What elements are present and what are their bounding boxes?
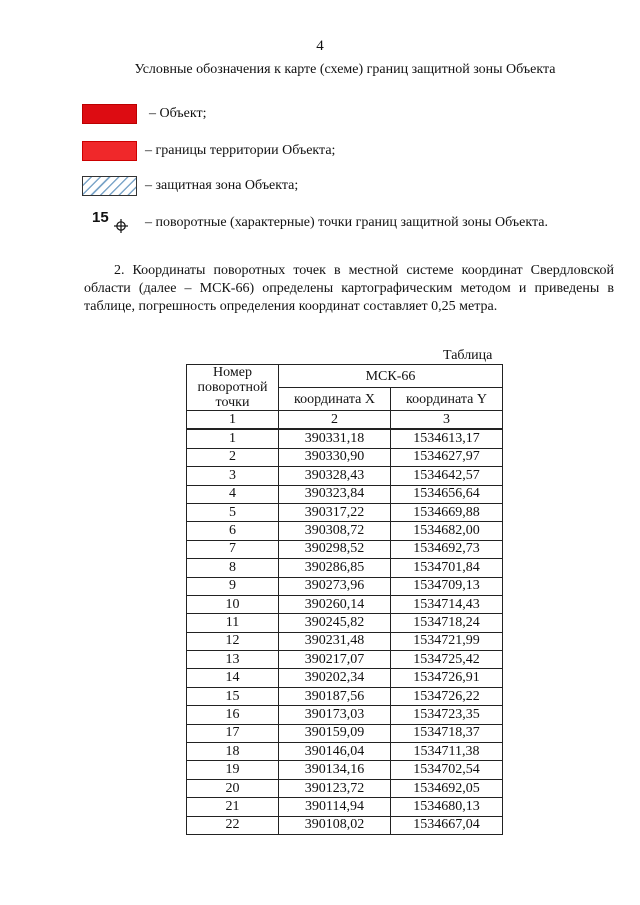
coordinates-paragraph: 2. Координаты поворотных точек в местной системе координат Свердловской области (далее – МСК-66) определены картографическим методом и приведены в таблице, погрешность определения координат составляет 0,25 метра. <box>84 263 614 314</box>
crosshair-icon <box>114 219 128 233</box>
cell-coordinate-y: 1534692,73 <box>391 540 503 558</box>
cell-coordinate-x: 390245,82 <box>279 614 391 632</box>
cell-point-number: 6 <box>187 522 279 540</box>
hatched-zone-swatch <box>82 176 137 196</box>
legend-item-protective-zone <box>82 175 298 197</box>
cell-coordinate-y: 1534613,17 <box>391 429 503 448</box>
cell-coordinate-x: 390123,72 <box>279 779 391 797</box>
cell-coordinate-y: 1534718,37 <box>391 724 503 742</box>
cell-coordinate-y: 1534667,04 <box>391 816 503 834</box>
cell-point-number: 1 <box>187 429 279 448</box>
cell-coordinate-x: 390108,02 <box>279 816 391 834</box>
cell-coordinate-x: 390286,85 <box>279 559 391 577</box>
column-number: 1 <box>187 411 279 430</box>
legend-item-object <box>82 103 206 125</box>
cell-coordinate-y: 1534726,22 <box>391 687 503 705</box>
cell-coordinate-y: 1534642,57 <box>391 467 503 485</box>
cell-coordinate-y: 1534726,91 <box>391 669 503 687</box>
header-coordinate-y: координата Y <box>391 388 503 411</box>
cell-coordinate-x: 390330,90 <box>279 448 391 466</box>
table-row <box>187 522 503 540</box>
table-row <box>187 485 503 503</box>
table-row <box>187 540 503 558</box>
cell-coordinate-x: 390173,03 <box>279 706 391 724</box>
cell-coordinate-x: 390317,22 <box>279 503 391 521</box>
cell-coordinate-x: 390331,18 <box>279 429 391 448</box>
cell-point-number: 18 <box>187 743 279 761</box>
cell-coordinate-y: 1534714,43 <box>391 595 503 613</box>
table-row <box>187 669 503 687</box>
table-row <box>187 687 503 705</box>
page-number: 4 <box>316 38 324 54</box>
table-row <box>187 577 503 595</box>
cell-point-number: 3 <box>187 467 279 485</box>
table-row <box>187 503 503 521</box>
cell-point-number: 7 <box>187 540 279 558</box>
cell-point-number: 12 <box>187 632 279 650</box>
cell-coordinate-x: 390323,84 <box>279 485 391 503</box>
cell-coordinate-x: 390202,34 <box>279 669 391 687</box>
table-row <box>187 614 503 632</box>
table-row <box>187 467 503 485</box>
cell-point-number: 13 <box>187 651 279 669</box>
table-row <box>187 724 503 742</box>
cell-coordinate-y: 1534723,35 <box>391 706 503 724</box>
cell-point-number: 21 <box>187 798 279 816</box>
header-coordinate-x: координата X <box>279 388 391 411</box>
cell-point-number: 19 <box>187 761 279 779</box>
table-row <box>187 448 503 466</box>
cell-point-number: 11 <box>187 614 279 632</box>
table-row <box>187 798 503 816</box>
cell-point-number: 4 <box>187 485 279 503</box>
cell-coordinate-x: 390308,72 <box>279 522 391 540</box>
point-number-label: 15 <box>92 209 109 226</box>
object-swatch <box>82 104 137 124</box>
legend-item-label: – Объект; <box>149 106 207 121</box>
cell-point-number: 16 <box>187 706 279 724</box>
cell-point-number: 2 <box>187 448 279 466</box>
table-caption: Таблица <box>443 348 493 363</box>
cell-coordinate-y: 1534725,42 <box>391 651 503 669</box>
cell-coordinate-x: 390328,43 <box>279 467 391 485</box>
legend-item-boundary <box>82 140 335 162</box>
cell-coordinate-y: 1534709,13 <box>391 577 503 595</box>
boundary-swatch <box>82 141 137 161</box>
table-row <box>187 651 503 669</box>
cell-coordinate-y: 1534702,54 <box>391 761 503 779</box>
legend-item-label: – границы территории Объекта; <box>145 143 336 158</box>
cell-coordinate-x: 390231,48 <box>279 632 391 650</box>
cell-coordinate-y: 1534718,24 <box>391 614 503 632</box>
cell-point-number: 17 <box>187 724 279 742</box>
cell-coordinate-x: 390187,56 <box>279 687 391 705</box>
header-coordinate-system: МСК-66 <box>279 365 503 388</box>
cell-point-number: 9 <box>187 577 279 595</box>
cell-point-number: 15 <box>187 687 279 705</box>
cell-coordinate-x: 390146,04 <box>279 743 391 761</box>
legend-item-turning-point <box>82 209 548 234</box>
cell-point-number: 20 <box>187 779 279 797</box>
cell-coordinate-x: 390159,09 <box>279 724 391 742</box>
table-body <box>187 429 503 834</box>
cell-coordinate-y: 1534656,64 <box>391 485 503 503</box>
table-row <box>187 816 503 834</box>
cell-point-number: 22 <box>187 816 279 834</box>
cell-coordinate-y: 1534701,84 <box>391 559 503 577</box>
cell-coordinate-y: 1534680,13 <box>391 798 503 816</box>
table-row <box>187 706 503 724</box>
cell-coordinate-x: 390298,52 <box>279 540 391 558</box>
table-row <box>187 559 503 577</box>
cell-coordinate-y: 1534721,99 <box>391 632 503 650</box>
cell-point-number: 5 <box>187 503 279 521</box>
cell-coordinate-x: 390134,16 <box>279 761 391 779</box>
cell-coordinate-y: 1534692,05 <box>391 779 503 797</box>
table-row <box>187 429 503 448</box>
cell-coordinate-x: 390273,96 <box>279 577 391 595</box>
cell-coordinate-y: 1534711,38 <box>391 743 503 761</box>
cell-point-number: 14 <box>187 669 279 687</box>
cell-coordinate-y: 1534682,00 <box>391 522 503 540</box>
cell-coordinate-y: 1534669,88 <box>391 503 503 521</box>
turning-point-symbol <box>82 211 137 235</box>
table-row <box>187 743 503 761</box>
header-point-number: Номер поворотной точки <box>187 365 279 411</box>
column-number: 3 <box>391 411 503 430</box>
cell-coordinate-x: 390260,14 <box>279 595 391 613</box>
table-row <box>187 761 503 779</box>
column-number: 2 <box>279 411 391 430</box>
table-row <box>187 595 503 613</box>
table-row <box>187 779 503 797</box>
coordinates-table <box>186 364 503 835</box>
table-row <box>187 632 503 650</box>
cell-coordinate-x: 390114,94 <box>279 798 391 816</box>
cell-coordinate-x: 390217,07 <box>279 651 391 669</box>
cell-point-number: 8 <box>187 559 279 577</box>
cell-coordinate-y: 1534627,97 <box>391 448 503 466</box>
legend-item-label: – защитная зона Объекта; <box>145 178 299 193</box>
legend-item-label: – поворотные (характерные) точки границ защитной зоны Объекта. <box>145 215 548 230</box>
cell-point-number: 10 <box>187 595 279 613</box>
legend-title: Условные обозначения к карте (схеме) границ защитной зоны Объекта <box>134 62 556 77</box>
